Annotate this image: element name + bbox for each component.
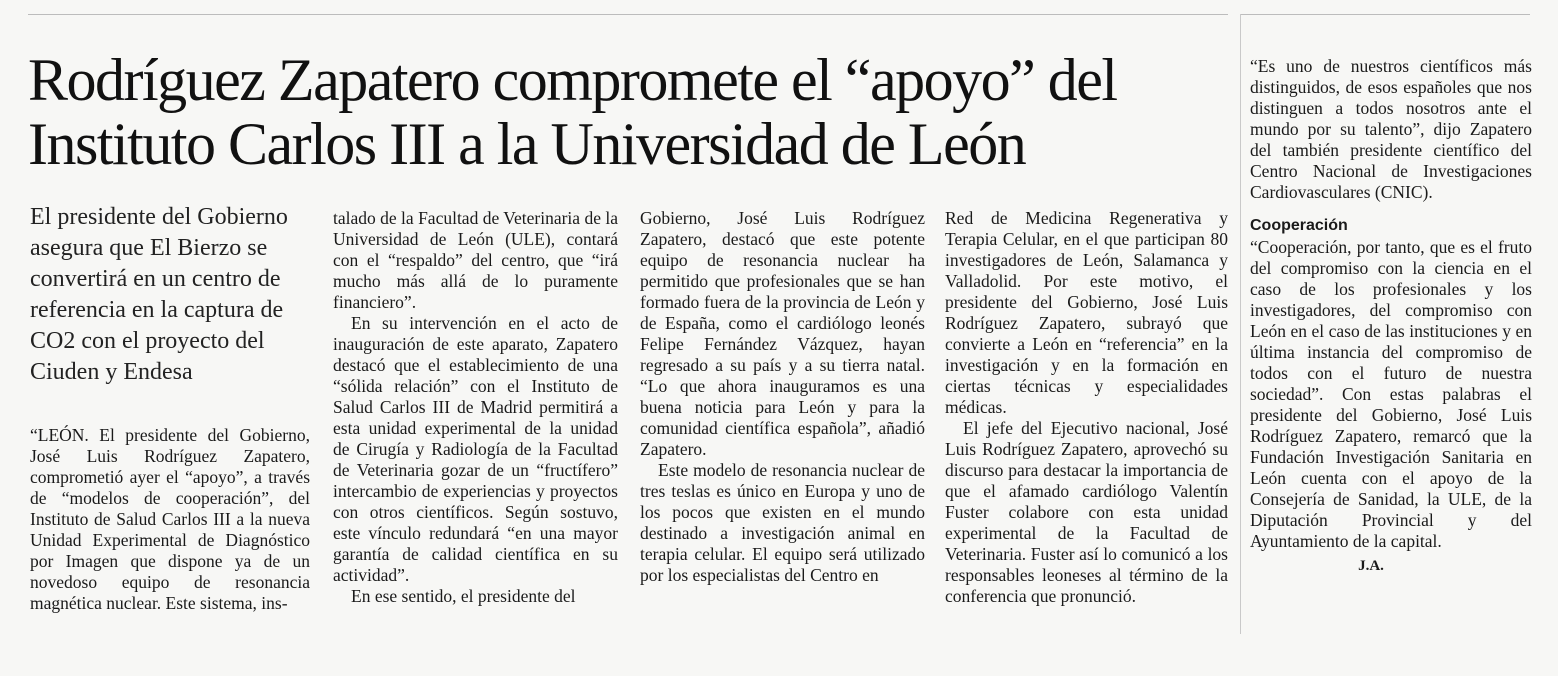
paragraph: Este modelo de resonancia nuclear de tres teslas es único en Europa y uno de los pocos que existen en el mundo destinado a investigación animal en terapia celular. El equipo será utilizado por los especialistas del Centro en [640, 460, 925, 585]
paragraph: En su intervención en el acto de inauguración de este aparato, Zapatero destacó que el establecimiento de una “sólida relación” con el Instituto de Salud Carlos III de Madrid permitirá a esta unidad experimental de la unidad de Cirugía y Radiología de la Facultad de Veterinaria gozar de un “fructífero” intercambio de experiencias y proyectos con otros científicos. Según sostuvo, este vínculo redundará “en una mayor garantía de calidad científica en su actividad”. [333, 313, 618, 585]
column-divider [1240, 14, 1241, 634]
paragraph: “LEÓN. El presidente del Gobierno, José Luis Rodríguez Zapatero, comprometió ayer el “apoyo”, a través de “modelos de cooperación”, del Instituto de Salud Carlos III a la nueva Unidad Experimental de Diagnóstico por Imagen que dispone ya de un novedoso equipo de resonancia magnética nuclear. Este sistema, ins- [30, 425, 310, 613]
deck: El presidente del Gobierno asegura que El Bierzo se convertirá en un centro de referencia en la captura de CO2 con el proyecto del Ciuden y Endesa [30, 204, 288, 385]
byline: J.A. [1358, 558, 1384, 574]
headline-line-2: Instituto Carlos III a la Universidad de León [28, 111, 1026, 177]
subheading: Cooperación [1250, 217, 1348, 234]
column-5 [1250, 56, 1532, 577]
paragraph: En ese sentido, el presidente del [351, 586, 576, 606]
top-rule [28, 14, 1228, 15]
paragraph: El jefe del Ejecutivo nacional, José Luis Rodríguez Zapatero, aprovechó su discurso para destacar la importancia de que el afamado cardiólogo Valentín Fuster colabore con esta unidad experimental de la Facultad de Veterinaria. Fuster así lo comunicó a los responsables leoneses al término de la conferencia que pronunció. [945, 418, 1228, 606]
column-4 [945, 208, 1228, 607]
paragraph: Red de Medicina Regenerativa y Terapia Celular, en el que participan 80 investigadores de León, Salamanca y Valladolid. Por este motivo, el presidente del Gobierno, José Luis Rodríguez Zapatero, subrayó que convierte a León en “referencia” en la investigación y en la formación en ciertas técnicas y especialidades médicas. [945, 208, 1228, 417]
headline [28, 48, 1208, 176]
column-1 [30, 425, 310, 614]
top-rule-right [1240, 14, 1530, 15]
paragraph: “Es uno de nuestros científicos más distinguidos, de esos españoles que nos distinguen a todos nosotros ante el mundo por su talento”, dijo Zapatero del también presidente científico del Centro Nacional de Investigaciones Cardiovasculares (CNIC). [1250, 56, 1532, 202]
paragraph: “Cooperación, por tanto, que es el fruto del compromiso con la ciencia en el caso de los profesionales y los investigadores, del compromiso con León en el caso de las instituciones y en última instancia del compromiso de todos con el futuro de nuestra sociedad”. Con estas palabras el presidente del Gobierno, José Luis Rodríguez Zapatero, remarcó que la Fundación Investigación Sanitaria en León cuenta con el apoyo de la Consejería de Sanidad, la ULE, de la Diputación Provincial y del Ayuntamiento de la capital. [1250, 237, 1532, 551]
column-3 [640, 208, 925, 586]
paragraph: talado de la Facultad de Veterinaria de la Universidad de León (ULE), contará con el “respaldo” del centro, que “irá mucho más allá de lo puramente financiero”. [333, 208, 618, 312]
paragraph: Gobierno, José Luis Rodríguez Zapatero, destacó que este potente equipo de resonancia nuclear ha permitido que profesionales que se han formado fuera de la provincia de León y de España, como el cardiólogo leonés Felipe Fernández Vázquez, hayan regresado a su país y a su tierra natal. “Lo que ahora inauguramos es una buena noticia para León y para la comunidad científica española”, añadió Zapatero. [640, 208, 925, 459]
headline-line-1: Rodríguez Zapatero compromete el “apoyo” del [28, 47, 1117, 113]
column-2 [333, 208, 618, 607]
